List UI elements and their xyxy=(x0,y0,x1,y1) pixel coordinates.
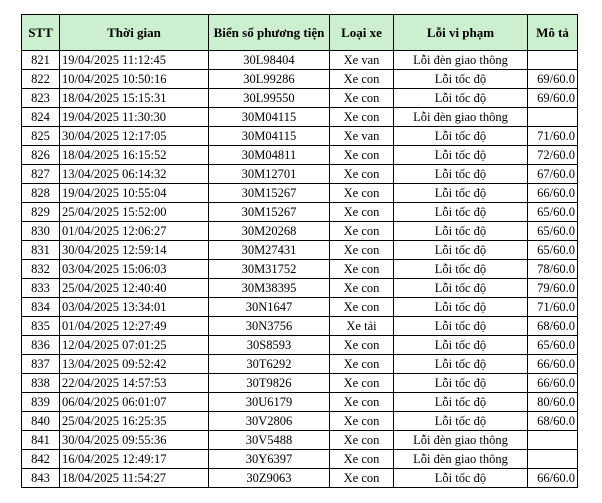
cell-vehicle-type: Xe con xyxy=(330,393,394,412)
cell-description: 69/60.0 xyxy=(528,89,578,108)
cell-description: 68/60.0 xyxy=(528,317,578,336)
cell-violation: Lỗi đèn giao thông xyxy=(394,431,528,450)
cell-violation: Lỗi tốc độ xyxy=(394,127,528,146)
cell-vehicle-type: Xe con xyxy=(330,469,394,488)
cell-plate: 30M04115 xyxy=(209,108,330,127)
cell-stt: 825 xyxy=(22,127,60,146)
cell-stt: 843 xyxy=(22,469,60,488)
cell-time: 18/04/2025 16:15:52 xyxy=(60,146,209,165)
table-row xyxy=(22,393,578,412)
table-row xyxy=(22,279,578,298)
cell-violation: Lỗi tốc độ xyxy=(394,336,528,355)
table-row xyxy=(22,127,578,146)
cell-description xyxy=(528,450,578,469)
cell-stt: 834 xyxy=(22,298,60,317)
cell-vehicle-type: Xe con xyxy=(330,165,394,184)
cell-time: 25/04/2025 12:40:40 xyxy=(60,279,209,298)
cell-vehicle-type: Xe van xyxy=(330,51,394,70)
table-row xyxy=(22,260,578,279)
cell-vehicle-type: Xe con xyxy=(330,298,394,317)
cell-time: 25/04/2025 15:52:00 xyxy=(60,203,209,222)
cell-time: 19/04/2025 11:30:30 xyxy=(60,108,209,127)
cell-description: 78/60.0 xyxy=(528,260,578,279)
cell-description: 72/60.0 xyxy=(528,146,578,165)
cell-vehicle-type: Xe van xyxy=(330,127,394,146)
cell-violation: Lỗi tốc độ xyxy=(394,222,528,241)
cell-plate: 30Y6397 xyxy=(209,450,330,469)
cell-description: 66/60.0 xyxy=(528,469,578,488)
cell-plate: 30U6179 xyxy=(209,393,330,412)
cell-description: 65/60.0 xyxy=(528,203,578,222)
table-row xyxy=(22,317,578,336)
cell-time: 12/04/2025 07:01:25 xyxy=(60,336,209,355)
cell-plate: 30L98404 xyxy=(209,51,330,70)
cell-plate: 30M31752 xyxy=(209,260,330,279)
cell-description: 66/60.0 xyxy=(528,355,578,374)
cell-plate: 30V2806 xyxy=(209,412,330,431)
cell-description: 71/60.0 xyxy=(528,127,578,146)
cell-violation: Lỗi tốc độ xyxy=(394,412,528,431)
cell-violation: Lỗi tốc độ xyxy=(394,374,528,393)
cell-plate: 30M38395 xyxy=(209,279,330,298)
cell-vehicle-type: Xe con xyxy=(330,146,394,165)
cell-plate: 30M04115 xyxy=(209,127,330,146)
cell-vehicle-type: Xe con xyxy=(330,355,394,374)
table-row xyxy=(22,450,578,469)
cell-plate: 30M04811 xyxy=(209,146,330,165)
cell-description xyxy=(528,431,578,450)
table-row xyxy=(22,355,578,374)
header-violation: Lỗi vi phạm xyxy=(394,15,528,51)
cell-time: 18/04/2025 11:54:27 xyxy=(60,469,209,488)
cell-description: 80/60.0 xyxy=(528,393,578,412)
cell-plate: 30M27431 xyxy=(209,241,330,260)
cell-time: 03/04/2025 15:06:03 xyxy=(60,260,209,279)
cell-violation: Lỗi tốc độ xyxy=(394,393,528,412)
table-row xyxy=(22,336,578,355)
cell-stt: 827 xyxy=(22,165,60,184)
cell-time: 01/04/2025 12:27:49 xyxy=(60,317,209,336)
cell-stt: 822 xyxy=(22,70,60,89)
table-row xyxy=(22,469,578,488)
header-plate: Biển số phương tiện xyxy=(209,15,330,51)
cell-stt: 837 xyxy=(22,355,60,374)
table-row xyxy=(22,222,578,241)
cell-stt: 821 xyxy=(22,51,60,70)
cell-vehicle-type: Xe con xyxy=(330,374,394,393)
header-description: Mô tả xyxy=(528,15,578,51)
cell-vehicle-type: Xe con xyxy=(330,184,394,203)
cell-stt: 830 xyxy=(22,222,60,241)
cell-violation: Lỗi tốc độ xyxy=(394,70,528,89)
header-vehicle-type: Loại xe xyxy=(330,15,394,51)
cell-description: 67/60.0 xyxy=(528,165,578,184)
header-row xyxy=(22,15,578,51)
cell-vehicle-type: Xe tải xyxy=(330,317,394,336)
cell-stt: 833 xyxy=(22,279,60,298)
cell-violation: Lỗi tốc độ xyxy=(394,203,528,222)
cell-violation: Lỗi tốc độ xyxy=(394,165,528,184)
cell-description: 79/60.0 xyxy=(528,279,578,298)
cell-time: 13/04/2025 09:52:42 xyxy=(60,355,209,374)
cell-description: 71/60.0 xyxy=(528,298,578,317)
cell-time: 19/04/2025 11:12:45 xyxy=(60,51,209,70)
cell-stt: 835 xyxy=(22,317,60,336)
cell-plate: 30M12701 xyxy=(209,165,330,184)
cell-description: 65/60.0 xyxy=(528,222,578,241)
cell-vehicle-type: Xe con xyxy=(330,108,394,127)
table-row xyxy=(22,412,578,431)
cell-vehicle-type: Xe con xyxy=(330,70,394,89)
cell-plate: 30N3756 xyxy=(209,317,330,336)
cell-plate: 30M15267 xyxy=(209,184,330,203)
cell-vehicle-type: Xe con xyxy=(330,241,394,260)
cell-time: 30/04/2025 09:55:36 xyxy=(60,431,209,450)
table-row xyxy=(22,108,578,127)
header-stt: STT xyxy=(22,15,60,51)
cell-violation: Lỗi đèn giao thông xyxy=(394,108,528,127)
cell-plate: 30V5488 xyxy=(209,431,330,450)
cell-vehicle-type: Xe con xyxy=(330,203,394,222)
cell-violation: Lỗi tốc độ xyxy=(394,317,528,336)
cell-violation: Lỗi đèn giao thông xyxy=(394,450,528,469)
cell-description: 68/60.0 xyxy=(528,412,578,431)
cell-vehicle-type: Xe con xyxy=(330,450,394,469)
cell-stt: 839 xyxy=(22,393,60,412)
table-row xyxy=(22,51,578,70)
cell-stt: 842 xyxy=(22,450,60,469)
cell-time: 01/04/2025 12:06:27 xyxy=(60,222,209,241)
table-row xyxy=(22,184,578,203)
cell-vehicle-type: Xe con xyxy=(330,89,394,108)
cell-description xyxy=(528,108,578,127)
cell-violation: Lỗi tốc độ xyxy=(394,260,528,279)
cell-violation: Lỗi đèn giao thông xyxy=(394,51,528,70)
cell-stt: 829 xyxy=(22,203,60,222)
cell-time: 13/04/2025 06:14:32 xyxy=(60,165,209,184)
cell-time: 03/04/2025 13:34:01 xyxy=(60,298,209,317)
cell-description xyxy=(528,51,578,70)
cell-description: 66/60.0 xyxy=(528,184,578,203)
cell-time: 22/04/2025 14:57:53 xyxy=(60,374,209,393)
cell-vehicle-type: Xe con xyxy=(330,431,394,450)
cell-vehicle-type: Xe con xyxy=(330,412,394,431)
cell-description: 69/60.0 xyxy=(528,70,578,89)
cell-stt: 823 xyxy=(22,89,60,108)
cell-description: 65/60.0 xyxy=(528,336,578,355)
cell-violation: Lỗi tốc độ xyxy=(394,279,528,298)
cell-stt: 832 xyxy=(22,260,60,279)
table-row xyxy=(22,298,578,317)
cell-stt: 831 xyxy=(22,241,60,260)
cell-plate: 30L99286 xyxy=(209,70,330,89)
cell-description: 66/60.0 xyxy=(528,374,578,393)
table-row xyxy=(22,203,578,222)
table-row xyxy=(22,431,578,450)
cell-plate: 30N1647 xyxy=(209,298,330,317)
violations-sheet xyxy=(21,14,578,488)
cell-stt: 824 xyxy=(22,108,60,127)
table-row xyxy=(22,165,578,184)
cell-time: 19/04/2025 10:55:04 xyxy=(60,184,209,203)
cell-vehicle-type: Xe con xyxy=(330,222,394,241)
cell-violation: Lỗi tốc độ xyxy=(394,241,528,260)
cell-time: 30/04/2025 12:17:05 xyxy=(60,127,209,146)
cell-time: 10/04/2025 10:50:16 xyxy=(60,70,209,89)
cell-stt: 841 xyxy=(22,431,60,450)
cell-stt: 840 xyxy=(22,412,60,431)
cell-vehicle-type: Xe con xyxy=(330,260,394,279)
cell-stt: 828 xyxy=(22,184,60,203)
cell-description: 65/60.0 xyxy=(528,241,578,260)
cell-stt: 836 xyxy=(22,336,60,355)
cell-plate: 30Z9063 xyxy=(209,469,330,488)
table-row xyxy=(22,146,578,165)
cell-stt: 838 xyxy=(22,374,60,393)
cell-time: 25/04/2025 16:25:35 xyxy=(60,412,209,431)
cell-time: 30/04/2025 12:59:14 xyxy=(60,241,209,260)
violations-table xyxy=(21,14,578,488)
table-body xyxy=(22,51,578,488)
table-row xyxy=(22,89,578,108)
cell-plate: 30M20268 xyxy=(209,222,330,241)
cell-plate: 30S8593 xyxy=(209,336,330,355)
cell-violation: Lỗi tốc độ xyxy=(394,146,528,165)
cell-violation: Lỗi tốc độ xyxy=(394,89,528,108)
cell-violation: Lỗi tốc độ xyxy=(394,184,528,203)
cell-plate: 30L99550 xyxy=(209,89,330,108)
cell-plate: 30T6292 xyxy=(209,355,330,374)
cell-stt: 826 xyxy=(22,146,60,165)
cell-time: 06/04/2025 06:01:07 xyxy=(60,393,209,412)
cell-violation: Lỗi tốc độ xyxy=(394,355,528,374)
table-row xyxy=(22,241,578,260)
cell-time: 16/04/2025 12:49:17 xyxy=(60,450,209,469)
cell-plate: 30T9826 xyxy=(209,374,330,393)
header-time: Thời gian xyxy=(60,15,209,51)
cell-time: 18/04/2025 15:15:31 xyxy=(60,89,209,108)
table-row xyxy=(22,70,578,89)
cell-vehicle-type: Xe con xyxy=(330,336,394,355)
cell-plate: 30M15267 xyxy=(209,203,330,222)
table-row xyxy=(22,374,578,393)
cell-violation: Lỗi tốc độ xyxy=(394,469,528,488)
cell-vehicle-type: Xe con xyxy=(330,279,394,298)
cell-violation: Lỗi tốc độ xyxy=(394,298,528,317)
